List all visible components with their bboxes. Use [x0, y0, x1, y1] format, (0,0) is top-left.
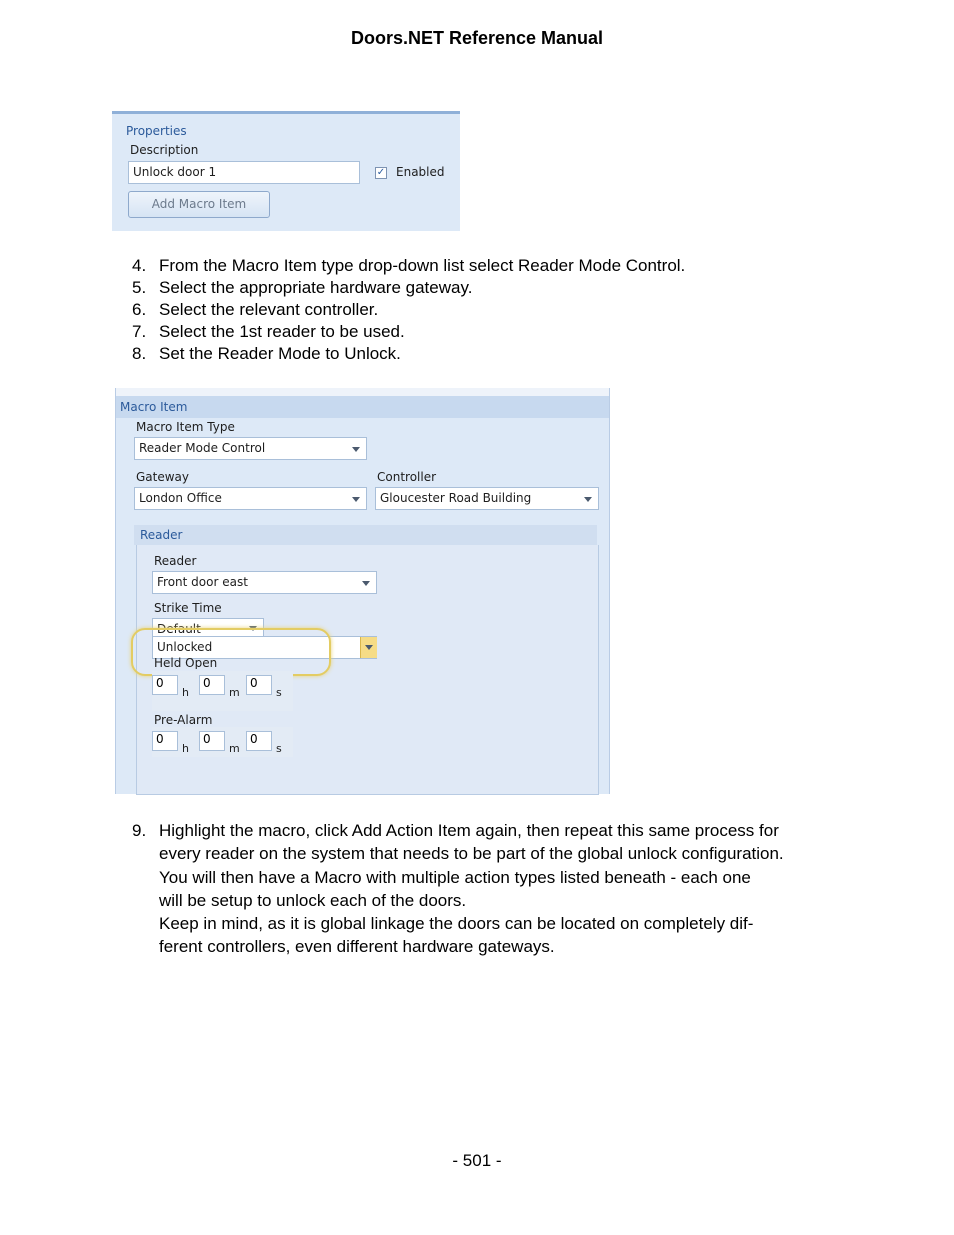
reader-section-title: Reader: [140, 528, 183, 542]
step-text-line: You will then have a Macro with multiple action types listed beneath - each one: [159, 867, 751, 887]
list-item: [132, 321, 852, 343]
step-text-line: Highlight the macro, click Add Action Item again, then repeat this same process for: [159, 821, 779, 840]
list-item: [132, 255, 852, 277]
step-text: Set the Reader Mode to Unlock.: [159, 344, 401, 363]
chevron-down-icon: [352, 447, 360, 452]
macro-item-panel: [115, 388, 610, 794]
list-item: [132, 299, 852, 321]
step-text: From the Macro Item type drop-down list select Reader Mode Control.: [159, 256, 686, 275]
gateway-value: London Office: [139, 491, 222, 505]
steps-list: [132, 255, 852, 365]
held-open-seconds-input[interactable]: 0: [246, 675, 272, 695]
step-number: 7.: [132, 322, 147, 341]
minutes-unit: m: [229, 686, 240, 699]
hours-unit: h: [182, 742, 189, 755]
macro-item-type-value: Reader Mode Control: [139, 441, 266, 455]
step-text: Select the appropriate hardware gateway.: [159, 278, 473, 297]
page-number: - 501 -: [452, 1151, 502, 1170]
step-text-line: Keep in mind, as it is global linkage the doors can be located on completely dif-: [159, 914, 754, 934]
enabled-label: Enabled: [396, 165, 445, 179]
gateway-label: Gateway: [136, 470, 190, 484]
macro-item-header: [116, 396, 609, 418]
controller-label: Controller: [377, 470, 437, 484]
step-text: Select the 1st reader to be used.: [159, 322, 405, 341]
step-text: Select the relevant controller.: [159, 300, 379, 319]
held-open-label: Held Open: [154, 657, 218, 669]
step-text-line: every reader on the system that needs to be part of the global unlock configuration.: [159, 844, 784, 864]
list-item: [132, 277, 852, 299]
pre-alarm-label: Pre-Alarm: [154, 713, 213, 727]
step-number: 8.: [132, 344, 147, 363]
description-input[interactable]: Unlock door 1: [128, 161, 360, 184]
page-header-title: Doors.NET Reference Manual: [350, 28, 604, 48]
reader-select[interactable]: [152, 571, 377, 594]
panel-top-strip: [116, 388, 609, 396]
held-open-minutes-input[interactable]: 0: [199, 675, 225, 695]
held-open-hours-input[interactable]: 0: [152, 675, 178, 695]
step-text: [159, 819, 784, 959]
enabled-checkbox[interactable]: ✓: [376, 167, 386, 178]
reader-value: Front door east: [157, 575, 248, 589]
step-text-line: will be setup to unlock each of the doors.: [159, 890, 467, 910]
chevron-down-icon: [352, 497, 360, 502]
list-item: [132, 343, 852, 365]
step-number: 4.: [132, 256, 147, 275]
step-number: 5.: [132, 278, 147, 297]
pre-alarm-hours-input[interactable]: 0: [152, 731, 178, 751]
reader-mode-dropdown-button[interactable]: [360, 637, 377, 658]
add-macro-item-button[interactable]: Add Macro Item: [128, 191, 270, 218]
pre-alarm-minutes-input[interactable]: 0: [199, 731, 225, 751]
macro-item-type-label: Macro Item Type: [136, 420, 235, 434]
strike-time-value: Default: [157, 622, 201, 636]
properties-section-title: Properties: [126, 124, 187, 138]
hours-unit: h: [182, 686, 189, 699]
step-text-line: ferent controllers, even different hardware gateways.: [159, 937, 555, 957]
seconds-unit: s: [276, 686, 282, 699]
chevron-down-icon: [365, 645, 373, 650]
held-open-time: [152, 671, 293, 711]
list-item: [132, 819, 852, 959]
seconds-unit: s: [276, 742, 282, 755]
controller-select[interactable]: [375, 487, 599, 510]
chevron-down-icon: [584, 497, 592, 502]
macro-item-section-title: Macro Item: [120, 400, 188, 414]
pre-alarm-time: [152, 727, 293, 757]
minutes-unit: m: [229, 742, 240, 755]
step-9: [132, 819, 852, 959]
description-label: Description: [130, 143, 199, 157]
gateway-select[interactable]: [134, 487, 367, 510]
reader-group-header: [134, 525, 597, 545]
step-number: 6.: [132, 300, 147, 319]
macro-item-type-select[interactable]: [134, 437, 367, 460]
controller-value: Gloucester Road Building: [380, 491, 532, 505]
chevron-down-icon: [362, 581, 370, 586]
reader-label: Reader: [154, 554, 197, 568]
step-number: 9.: [132, 821, 147, 840]
reader-mode-value: Unlocked: [157, 640, 213, 654]
pre-alarm-seconds-input[interactable]: 0: [246, 731, 272, 751]
properties-panel: [112, 111, 460, 231]
strike-time-label: Strike Time: [154, 601, 222, 615]
